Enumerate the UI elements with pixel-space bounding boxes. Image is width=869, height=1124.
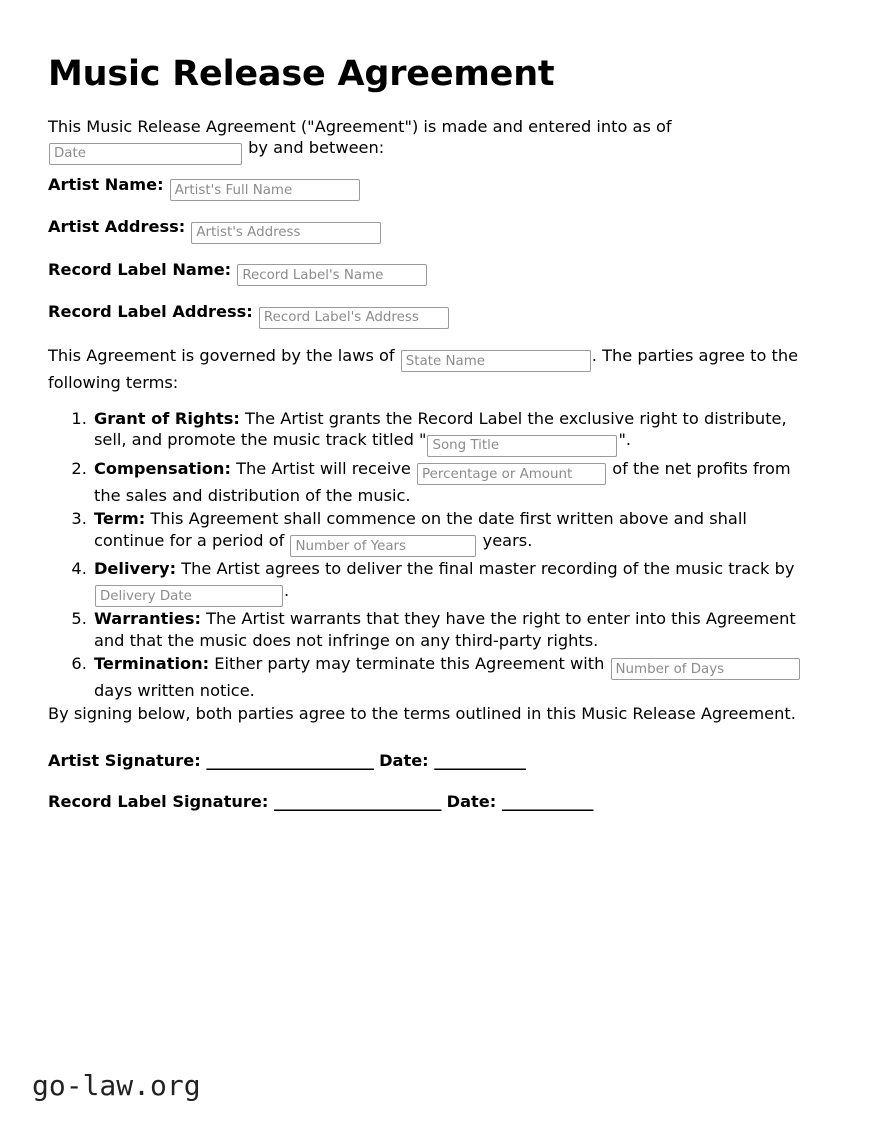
- term-heading: Grant of Rights:: [94, 408, 240, 428]
- governing-law-paragraph: [48, 345, 821, 394]
- state-name-input[interactable]: [401, 350, 591, 372]
- record-label-name-input[interactable]: [237, 264, 427, 286]
- term-text-after: years.: [482, 530, 533, 550]
- term-grant-of-rights: [92, 408, 821, 457]
- term-text-after: of the net profits from the sales and distribution of the music.: [94, 458, 791, 506]
- intro-paragraph: [48, 116, 821, 165]
- number-of-days-input[interactable]: [611, 658, 800, 680]
- term-delivery: [92, 558, 821, 607]
- term-heading: Termination:: [94, 653, 210, 673]
- delivery-date-input[interactable]: [95, 585, 283, 607]
- page-title: Music Release Agreement: [48, 54, 555, 94]
- record-label-date-label: Date:: [446, 792, 497, 811]
- artist-name-input[interactable]: [170, 179, 360, 201]
- compensation-amount-input[interactable]: [417, 463, 606, 485]
- site-watermark: go-law.org: [32, 1069, 201, 1102]
- term-heading: Delivery:: [94, 559, 177, 579]
- term-heading: Warranties:: [94, 609, 201, 629]
- term-text-before: This Agreement shall commence on the date first written above and shall continue for a period of: [94, 509, 747, 550]
- artist-signature-rule[interactable]: ______________________: [206, 750, 374, 770]
- record-label-address-label: Record Label Address:: [48, 302, 253, 322]
- record-label-name-row: [48, 260, 821, 287]
- terms-list: [48, 408, 821, 702]
- artist-address-label: Artist Address:: [48, 217, 186, 237]
- record-label-signature-rule[interactable]: ______________________: [273, 792, 441, 811]
- artist-name-label: Artist Name:: [48, 174, 164, 194]
- term-warranties: [92, 608, 821, 651]
- song-title-input[interactable]: [427, 435, 617, 457]
- term-text-before: The Artist agrees to deliver the final master recording of the music track by: [181, 559, 795, 579]
- term-text-after: ".: [618, 430, 632, 450]
- record-label-name-label: Record Label Name:: [48, 259, 232, 279]
- term-text-before: Either party may terminate this Agreement with: [214, 653, 605, 673]
- date-input[interactable]: [49, 143, 242, 165]
- term-text-after: days written notice.: [94, 681, 255, 701]
- term-heading: Compensation:: [94, 458, 231, 478]
- term-term: [92, 508, 821, 557]
- term-termination: [92, 653, 821, 702]
- record-label-date-rule[interactable]: ____________: [501, 792, 593, 811]
- signature-block: [48, 751, 821, 812]
- closing-paragraph: By signing below, both parties agree to the terms outlined in this Music Release Agreement.: [48, 704, 796, 724]
- term-compensation: [92, 458, 821, 507]
- term-text-before: The Artist grants the Record Label the exclusive right to distribute, sell, and promote the music track titled ": [94, 408, 787, 450]
- term-text-after: .: [284, 580, 290, 600]
- artist-address-row: [48, 217, 821, 244]
- intro-text-before: This Music Release Agreement ("Agreement") is made and entered into as of: [48, 116, 672, 136]
- governing-law-text-after: . The parties agree to the following terms:: [48, 345, 799, 393]
- artist-address-input[interactable]: [191, 222, 381, 244]
- artist-signature-line: [48, 751, 821, 770]
- artist-signature-label: Artist Signature:: [48, 750, 201, 770]
- record-label-signature-label: Record Label Signature:: [48, 792, 269, 811]
- term-text-before: The Artist will receive: [236, 458, 411, 478]
- artist-name-row: [48, 175, 821, 202]
- artist-date-rule[interactable]: ____________: [434, 750, 526, 770]
- artist-date-label: Date:: [379, 750, 429, 770]
- governing-law-text-before: This Agreement is governed by the laws of: [48, 345, 395, 365]
- intro-text-after: by and between:: [248, 138, 385, 158]
- record-label-signature-line: [48, 792, 821, 811]
- record-label-address-row: [48, 302, 821, 329]
- term-heading: Term:: [94, 509, 146, 528]
- record-label-address-input[interactable]: [259, 307, 449, 329]
- number-of-years-input[interactable]: [290, 535, 476, 557]
- term-text-before: The Artist warrants that they have the right to enter into this Agreement and that the music does not infringe on any third-party rights.: [94, 609, 796, 651]
